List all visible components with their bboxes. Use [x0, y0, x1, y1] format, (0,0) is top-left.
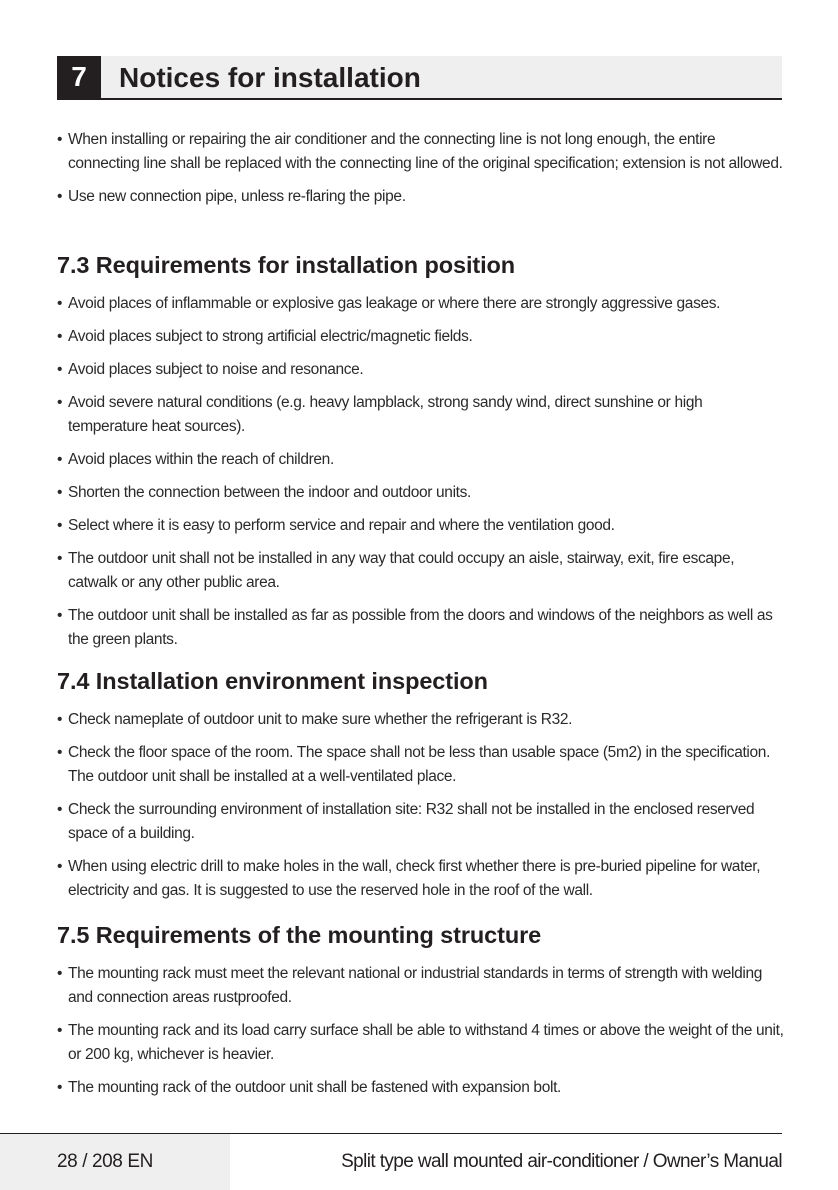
- section-title: 7.4 Installation environment inspection: [57, 668, 488, 694]
- page-number: 28 / 208 EN: [57, 1151, 153, 1172]
- chapter-number: 7: [57, 56, 101, 98]
- list-item: • Use new connection pipe, unless re-flaring the pipe.: [57, 185, 785, 209]
- list-item: • The outdoor unit shall not be installed in any way that could occupy an aisle, stairway, exit, fire escape, catwalk or any other public area.: [57, 547, 785, 595]
- list-item: • The mounting rack and its load carry surface shall be able to withstand 4 times or above the weight of the unit, or 200 kg, whichever is heavier.: [57, 1019, 785, 1067]
- page-footer: [0, 1133, 838, 1190]
- section-list: [57, 962, 785, 1109]
- list-item: • The mounting rack of the outdoor unit shall be fastened with expansion bolt.: [57, 1076, 785, 1100]
- list-item: • The outdoor unit shall be installed as far as possible from the doors and windows of the neighbors as well as the green plants.: [57, 604, 785, 652]
- list-item: • When installing or repairing the air conditioner and the connecting line is not long enough, the entire connecting line shall be replaced with the connecting line of the original specification; extension is not allowed.: [57, 128, 785, 176]
- manual-title: Split type wall mounted air-conditioner / Owner’s Manual: [341, 1151, 782, 1172]
- list-item: • Select where it is easy to perform service and repair and where the ventilation good.: [57, 514, 785, 538]
- list-item: • Check nameplate of outdoor unit to make sure whether the refrigerant is R32.: [57, 708, 785, 732]
- list-item: • Avoid places subject to strong artificial electric/magnetic fields.: [57, 325, 785, 349]
- intro-list: [57, 128, 785, 218]
- list-item: • When using electric drill to make holes in the wall, check first whether there is pre-buried pipeline for water, electricity and gas. It is suggested to use the reserved hole in the roof of the wall.: [57, 855, 785, 903]
- section-title: 7.3 Requirements for installation position: [57, 252, 516, 278]
- list-item: • Check the floor space of the room. The space shall not be less than usable space (5m2) in the specification. The outdoor unit shall be installed at a well-ventilated place.: [57, 741, 785, 789]
- section-list: [57, 708, 785, 912]
- list-item: • Avoid places subject to noise and resonance.: [57, 358, 785, 382]
- list-item: • Avoid places within the reach of children.: [57, 448, 785, 472]
- section-list: [57, 292, 785, 661]
- list-item: • The mounting rack must meet the relevant national or industrial standards in terms of strength with welding and connection areas rustproofed.: [57, 962, 785, 1010]
- list-item: • Shorten the connection between the indoor and outdoor units.: [57, 481, 785, 505]
- chapter-header: [57, 56, 782, 100]
- list-item: • Check the surrounding environment of installation site: R32 shall not be installed in the enclosed reserved space of a building.: [57, 798, 785, 846]
- chapter-title: Notices for installation: [119, 62, 421, 93]
- list-item: • Avoid places of inflammable or explosive gas leakage or where there are strongly aggressive gases.: [57, 292, 785, 316]
- section-title: 7.5 Requirements of the mounting structure: [57, 922, 542, 948]
- list-item: • Avoid severe natural conditions (e.g. heavy lampblack, strong sandy wind, direct sunshine or high temperature heat sources).: [57, 391, 785, 439]
